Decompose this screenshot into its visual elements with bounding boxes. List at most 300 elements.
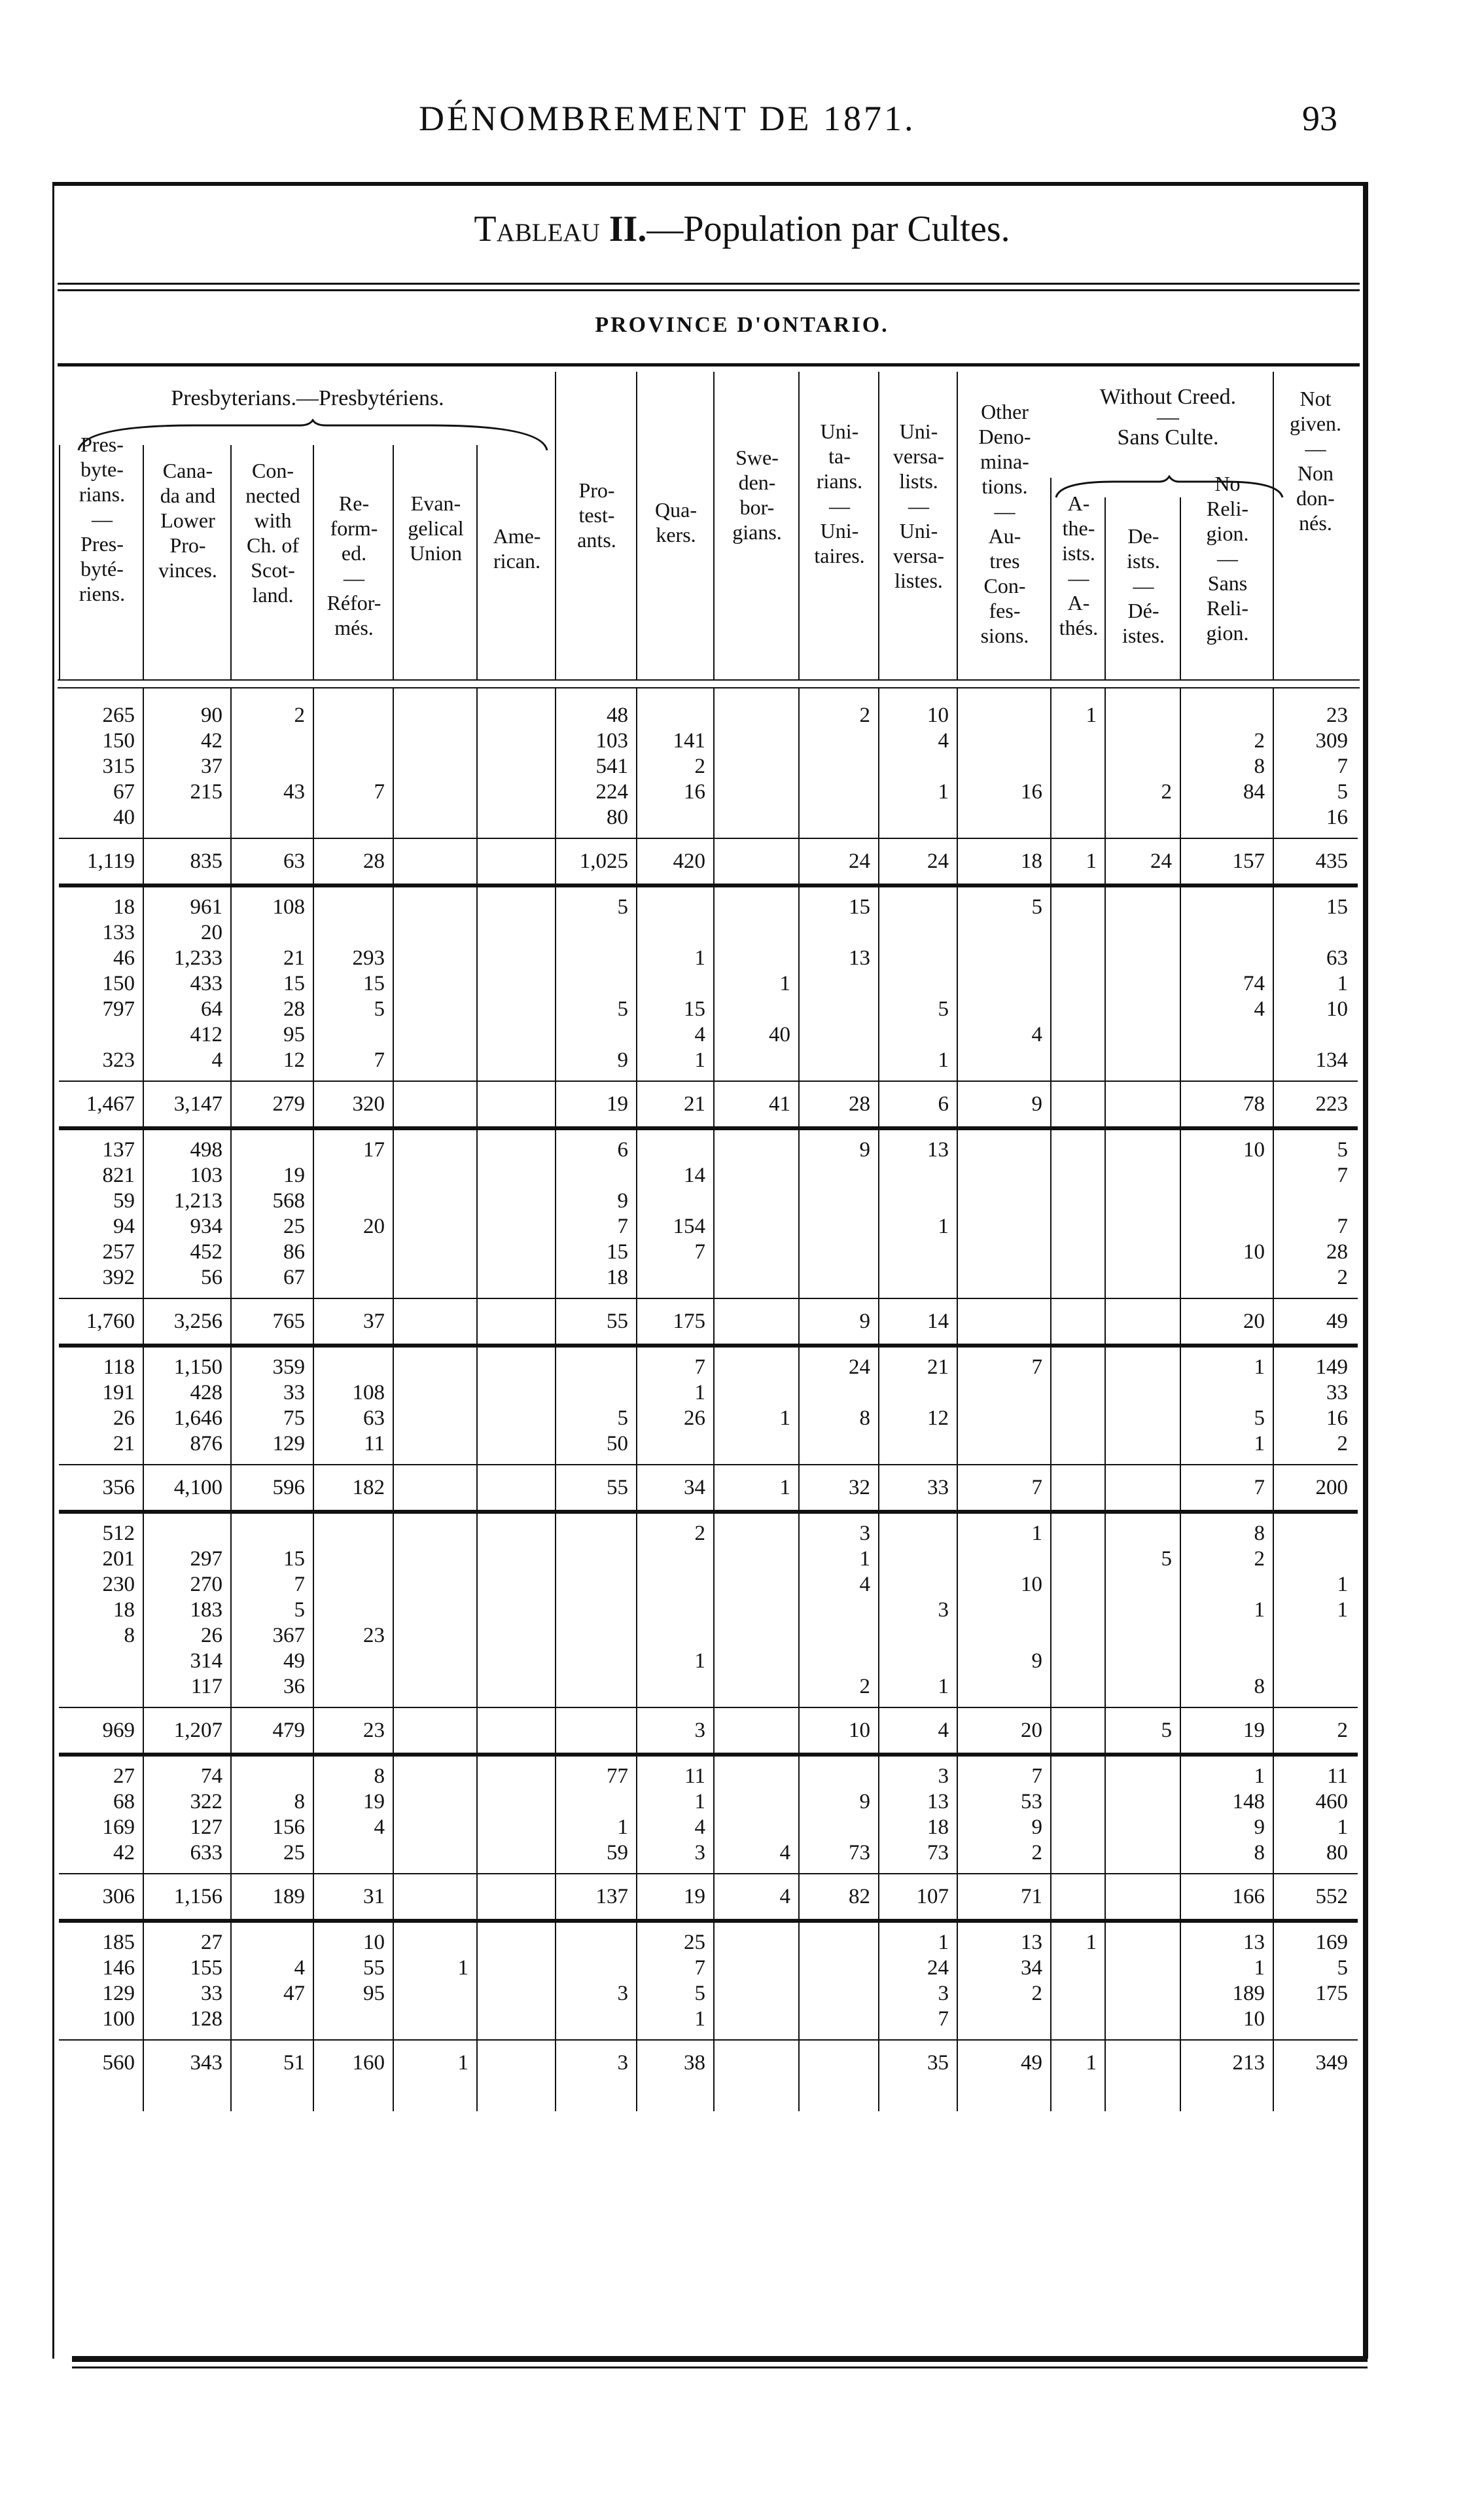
cell-connected: 15 xyxy=(283,1547,305,1571)
cell-reformed: 63 xyxy=(363,1406,385,1430)
column-divider xyxy=(313,688,314,2111)
column-header-line: Re- xyxy=(338,491,370,515)
total-cell-quakers: 3 xyxy=(694,1719,705,1742)
cell-quakers: 1 xyxy=(694,1381,705,1404)
column-header-line: Lower xyxy=(160,509,215,532)
cell-quakers: 15 xyxy=(684,997,705,1021)
total-cell-quakers: 21 xyxy=(684,1092,705,1116)
cell-pres: 118 xyxy=(103,1355,135,1379)
total-cell-atheists: 1 xyxy=(1086,2051,1097,2075)
total-cell-universalists: 35 xyxy=(927,2051,949,2075)
total-cell-swedenborgians: 1 xyxy=(779,1476,790,1499)
cell-pres: 67 xyxy=(113,780,135,804)
cell-unitarians: 8 xyxy=(859,1406,870,1430)
cell-connected: 108 xyxy=(272,895,305,919)
total-cell-no_religion: 166 xyxy=(1232,1885,1265,1908)
total-cell-pres: 560 xyxy=(102,2051,135,2075)
cell-connected: 367 xyxy=(272,1624,305,1647)
cell-no_religion: 8 xyxy=(1254,1522,1265,1545)
cell-reformed: 7 xyxy=(374,780,385,804)
subtotal-rule xyxy=(59,1298,1358,1299)
total-cell-no_religion: 7 xyxy=(1254,1476,1265,1499)
column-header-line: fes- xyxy=(989,599,1021,622)
cell-protestants: 15 xyxy=(607,1240,628,1264)
cell-not_given: 80 xyxy=(1326,1841,1348,1865)
cell-connected: 5 xyxy=(294,1598,305,1622)
cell-canada: 297 xyxy=(190,1547,222,1571)
column-divider xyxy=(636,688,637,2111)
column-header-line: Non xyxy=(1297,461,1334,485)
column-header-line: Pro- xyxy=(169,533,206,557)
total-cell-pres: 1,760 xyxy=(86,1310,135,1333)
column-header-other xyxy=(957,372,1051,679)
total-cell-no_religion: 19 xyxy=(1243,1719,1265,1742)
total-cell-swedenborgians: 4 xyxy=(779,1885,790,1908)
cell-protestants: 5 xyxy=(617,1406,628,1430)
cell-canada: 1,233 xyxy=(173,946,222,970)
column-header-line: byte- xyxy=(80,457,124,481)
column-header-line: Con- xyxy=(983,574,1026,598)
total-cell-no_religion: 157 xyxy=(1232,849,1265,873)
cell-canada: 322 xyxy=(190,1790,222,1813)
cell-protestants: 80 xyxy=(607,806,628,829)
cell-connected: 156 xyxy=(272,1815,305,1839)
total-cell-reformed: 31 xyxy=(363,1885,385,1908)
total-cell-connected: 765 xyxy=(272,1310,305,1333)
cell-no_religion: 74 xyxy=(1243,972,1265,995)
cell-other: 16 xyxy=(1021,780,1042,804)
column-header-line: Union xyxy=(410,541,462,565)
cell-no_religion: 1 xyxy=(1254,1956,1265,1980)
cell-other: 9 xyxy=(1031,1815,1042,1839)
column-header-line: Pres- xyxy=(80,532,124,556)
cell-canada: 633 xyxy=(190,1841,222,1865)
cell-connected: 4 xyxy=(294,1956,305,1980)
cell-pres: 26 xyxy=(113,1406,135,1430)
cell-canada: 433 xyxy=(190,972,222,995)
column-header-line: A- xyxy=(1067,491,1090,515)
column-header-line: versa- xyxy=(892,444,945,468)
cell-canada: 1,213 xyxy=(173,1189,222,1213)
cell-quakers: 3 xyxy=(694,1841,705,1865)
cell-canada: 314 xyxy=(190,1649,222,1673)
column-header-line: Au- xyxy=(988,524,1021,548)
cell-pres: 59 xyxy=(113,1189,135,1213)
cell-connected: 47 xyxy=(283,1982,305,2005)
total-cell-canada: 343 xyxy=(190,2051,222,2075)
column-header-line: istes. xyxy=(1122,624,1165,647)
cell-canada: 183 xyxy=(190,1598,222,1622)
cell-universalists: 1 xyxy=(938,1215,949,1238)
total-cell-universalists: 24 xyxy=(927,849,949,873)
column-header-line: Pres- xyxy=(80,433,124,456)
total-cell-evangelical: 1 xyxy=(457,2051,468,2075)
cell-canada: 42 xyxy=(201,729,222,753)
total-cell-universalists: 6 xyxy=(938,1092,949,1116)
cell-connected: 19 xyxy=(283,1164,305,1187)
province-label: PROVINCE D'ONTARIO. xyxy=(595,313,889,337)
cell-reformed: 20 xyxy=(363,1215,385,1238)
cell-other: 2 xyxy=(1031,1841,1042,1865)
cell-pres: 257 xyxy=(102,1240,135,1264)
cell-other: 5 xyxy=(1031,895,1042,919)
total-cell-connected: 51 xyxy=(283,2051,305,2075)
column-header-line: Deno- xyxy=(978,425,1031,448)
column-header-line: with xyxy=(254,509,292,532)
column-header-line: gelical xyxy=(408,516,464,540)
column-divider xyxy=(476,688,478,2111)
total-cell-unitarians: 28 xyxy=(849,1092,870,1116)
subtotal-rule xyxy=(59,1080,1358,1082)
cell-pres: 18 xyxy=(113,1598,135,1622)
without-creed-dash: — xyxy=(1157,405,1179,429)
cell-pres: 40 xyxy=(113,806,135,829)
cell-quakers: 16 xyxy=(684,780,705,804)
cell-protestants: 6 xyxy=(617,1138,628,1162)
total-cell-pres: 306 xyxy=(102,1885,135,1908)
page-header xyxy=(0,98,1484,151)
cell-other: 7 xyxy=(1031,1764,1042,1788)
column-header-line: den- xyxy=(738,471,776,494)
cell-quakers: 4 xyxy=(694,1023,705,1046)
cell-quakers: 26 xyxy=(684,1406,705,1430)
total-cell-pres: 1,467 xyxy=(86,1092,135,1116)
cell-canada: 103 xyxy=(190,1164,222,1187)
cell-protestants: 224 xyxy=(595,780,628,804)
cell-not_given: 5 xyxy=(1337,780,1348,804)
cell-not_given: 33 xyxy=(1326,1381,1348,1404)
cell-pres: 146 xyxy=(102,1956,135,1980)
cell-pres: 21 xyxy=(113,1432,135,1455)
cell-canada: 428 xyxy=(190,1381,222,1404)
cell-other: 1 xyxy=(1031,1522,1042,1545)
cell-pres: 27 xyxy=(113,1764,135,1788)
column-header-line: listes. xyxy=(894,569,943,592)
cell-pres: 512 xyxy=(102,1522,135,1545)
cell-connected: 8 xyxy=(294,1790,305,1813)
tableau-lead: Tableau xyxy=(474,209,600,249)
column-divider xyxy=(1104,688,1106,2111)
cell-other: 9 xyxy=(1031,1649,1042,1673)
subtotal-rule xyxy=(59,838,1358,839)
cell-universalists: 1 xyxy=(938,780,949,804)
cell-pres: 323 xyxy=(102,1048,135,1072)
cell-universalists: 13 xyxy=(927,1790,949,1813)
total-cell-not_given: 223 xyxy=(1315,1092,1348,1116)
column-divider xyxy=(393,688,394,2111)
total-cell-canada: 1,207 xyxy=(173,1719,222,1742)
cell-atheists: 1 xyxy=(1086,704,1097,727)
cell-protestants: 5 xyxy=(617,895,628,919)
cell-reformed: 15 xyxy=(363,972,385,995)
cell-canada: 498 xyxy=(190,1138,222,1162)
cell-unitarians: 2 xyxy=(859,1675,870,1698)
cell-swedenborgians: 40 xyxy=(769,1023,790,1046)
total-cell-canada: 1,156 xyxy=(173,1885,222,1908)
total-cell-deists: 24 xyxy=(1150,849,1172,873)
column-header-line: Scot- xyxy=(251,558,295,582)
cell-universalists: 12 xyxy=(927,1406,949,1430)
column-divider xyxy=(555,688,556,2111)
cell-canada: 128 xyxy=(190,2007,222,2031)
column-header-line: Ch. of xyxy=(247,533,299,557)
column-header-line: — xyxy=(92,507,113,531)
cell-quakers: 154 xyxy=(673,1215,705,1238)
cell-universalists: 3 xyxy=(938,1598,949,1622)
cell-universalists: 13 xyxy=(927,1138,949,1162)
column-header-line: Dé- xyxy=(1127,599,1159,622)
cell-reformed: 95 xyxy=(363,1982,385,2005)
cell-canada: 4 xyxy=(211,1048,222,1072)
column-header-line: bor- xyxy=(739,495,775,519)
cell-pres: 230 xyxy=(102,1573,135,1596)
cell-pres: 150 xyxy=(102,729,135,753)
cell-canada: 26 xyxy=(201,1624,222,1647)
total-cell-quakers: 38 xyxy=(684,2051,705,2075)
cell-no_religion: 13 xyxy=(1243,1931,1265,1954)
cell-not_given: 1 xyxy=(1337,1598,1348,1622)
total-cell-unitarians: 24 xyxy=(849,849,870,873)
cell-canada: 1,150 xyxy=(173,1355,222,1379)
cell-quakers: 7 xyxy=(694,1956,705,1980)
cell-universalists: 24 xyxy=(927,1956,949,1980)
cell-quakers: 7 xyxy=(694,1240,705,1264)
cell-no_religion: 4 xyxy=(1254,997,1265,1021)
column-divider xyxy=(1180,688,1181,2111)
cell-universalists: 1 xyxy=(938,1675,949,1698)
cell-reformed: 5 xyxy=(374,997,385,1021)
cell-not_given: 309 xyxy=(1315,729,1348,753)
cell-not_given: 7 xyxy=(1337,1164,1348,1187)
cell-reformed: 4 xyxy=(374,1815,385,1839)
column-header-line: Uni- xyxy=(899,420,938,443)
column-header-line: form- xyxy=(330,516,378,540)
column-header-line: — xyxy=(1217,546,1238,570)
cell-no_religion: 8 xyxy=(1254,1675,1265,1698)
column-divider xyxy=(230,688,232,2111)
cell-universalists: 21 xyxy=(927,1355,949,1379)
total-cell-reformed: 160 xyxy=(352,2051,385,2075)
column-header-line: Qua- xyxy=(655,498,697,522)
cell-unitarians: 9 xyxy=(859,1138,870,1162)
cell-connected: 95 xyxy=(283,1023,305,1046)
total-cell-not_given: 435 xyxy=(1315,849,1348,873)
cell-not_given: 16 xyxy=(1326,806,1348,829)
subtotal-rule xyxy=(59,1707,1358,1708)
total-cell-reformed: 182 xyxy=(352,1476,385,1499)
cell-canada: 127 xyxy=(190,1815,222,1839)
cell-no_religion: 2 xyxy=(1254,729,1265,753)
total-cell-connected: 279 xyxy=(272,1092,305,1116)
total-cell-canada: 3,256 xyxy=(173,1310,222,1333)
total-cell-universalists: 107 xyxy=(916,1885,949,1908)
column-header-line: lists. xyxy=(899,469,938,493)
column-header-line: land. xyxy=(252,583,294,607)
cell-connected: 21 xyxy=(283,946,305,970)
cell-protestants: 3 xyxy=(617,1982,628,2005)
total-cell-protestants: 55 xyxy=(607,1310,628,1333)
cell-canada: 155 xyxy=(190,1956,222,1980)
cell-protestants: 9 xyxy=(617,1189,628,1213)
column-header-line: given. xyxy=(1289,412,1342,435)
column-header-line: Other xyxy=(981,400,1029,423)
cell-connected: 67 xyxy=(283,1266,305,1289)
cell-pres: 821 xyxy=(102,1164,135,1187)
cell-canada: 90 xyxy=(201,704,222,727)
cell-connected: 28 xyxy=(283,997,305,1021)
cell-quakers: 25 xyxy=(684,1931,705,1954)
cell-not_given: 63 xyxy=(1326,946,1348,970)
cell-connected: 359 xyxy=(272,1355,305,1379)
column-header-line: kers. xyxy=(656,523,696,546)
total-cell-connected: 189 xyxy=(272,1885,305,1908)
column-header-line: taires. xyxy=(814,544,865,567)
column-header-line: — xyxy=(1133,574,1154,598)
column-header-line: rians. xyxy=(816,469,863,493)
cell-canada: 56 xyxy=(201,1266,222,1289)
cell-connected: 129 xyxy=(272,1432,305,1455)
cell-protestants: 50 xyxy=(607,1432,628,1455)
column-divider xyxy=(878,688,879,2111)
cell-pres: 94 xyxy=(113,1215,135,1238)
subtotal-rule xyxy=(59,1464,1358,1465)
cell-connected: 568 xyxy=(272,1189,305,1213)
cell-reformed: 23 xyxy=(363,1624,385,1647)
column-header-line: sions. xyxy=(980,624,1029,647)
cell-reformed: 8 xyxy=(374,1764,385,1788)
cell-no_religion: 5 xyxy=(1254,1406,1265,1430)
total-cell-protestants: 3 xyxy=(617,2051,628,2075)
cell-pres: 46 xyxy=(113,946,135,970)
page-number: 93 xyxy=(1302,99,1337,138)
column-header-line: Réfor- xyxy=(327,591,381,615)
cell-unitarians: 3 xyxy=(859,1522,870,1545)
cell-universalists: 18 xyxy=(927,1815,949,1839)
column-header-line: Uni- xyxy=(820,519,859,543)
cell-quakers: 1 xyxy=(694,1649,705,1673)
total-cell-connected: 63 xyxy=(283,849,305,873)
column-divider xyxy=(798,688,800,2111)
column-header-line: the- xyxy=(1062,516,1095,540)
cell-reformed: 11 xyxy=(364,1432,385,1455)
cell-connected: 43 xyxy=(283,780,305,804)
subtotal-rule xyxy=(59,1873,1358,1874)
column-header-line: gion. xyxy=(1206,522,1249,545)
cell-canada: 1,646 xyxy=(173,1406,222,1430)
column-header-line: ta- xyxy=(828,444,851,468)
total-cell-protestants: 19 xyxy=(607,1092,628,1116)
block-rule xyxy=(59,1919,1358,1923)
column-header-deists xyxy=(1104,497,1181,679)
table-bottom-rule-thin xyxy=(72,2366,1368,2368)
column-header-quakers xyxy=(636,372,715,679)
cell-not_given: 169 xyxy=(1315,1931,1348,1954)
total-cell-connected: 479 xyxy=(272,1719,305,1742)
cell-pres: 129 xyxy=(102,1982,135,2005)
cell-swedenborgians: 1 xyxy=(779,972,790,995)
total-cell-other: 9 xyxy=(1031,1092,1042,1116)
cell-pres: 201 xyxy=(102,1547,135,1571)
rule-under-title xyxy=(58,283,1360,285)
column-divider xyxy=(1273,688,1274,2111)
total-cell-no_religion: 20 xyxy=(1243,1310,1265,1333)
cell-universalists: 10 xyxy=(927,704,949,727)
group-presbyterians: Presbyterians.—Presbytériens. xyxy=(171,386,444,410)
total-cell-other: 71 xyxy=(1021,1885,1042,1908)
cell-no_religion: 8 xyxy=(1254,1841,1265,1865)
cell-pres: 42 xyxy=(113,1841,135,1865)
cell-not_given: 5 xyxy=(1337,1138,1348,1162)
cell-no_religion: 9 xyxy=(1254,1815,1265,1839)
cell-other: 34 xyxy=(1021,1956,1042,1980)
page-title: DÉNOMBREMENT DE 1871. xyxy=(419,99,916,138)
cell-reformed: 19 xyxy=(363,1790,385,1813)
subtotal-rule xyxy=(59,2039,1358,2041)
cell-not_given: 23 xyxy=(1326,704,1348,727)
cell-protestants: 59 xyxy=(607,1841,628,1865)
rule-under-header-2 xyxy=(58,687,1360,688)
column-header-line: riens. xyxy=(79,582,126,605)
cell-quakers: 141 xyxy=(673,729,705,753)
column-header-line: Swe- xyxy=(735,446,779,469)
column-header-line: Uni- xyxy=(820,420,859,443)
column-header-line: ants. xyxy=(577,528,616,552)
cell-no_religion: 10 xyxy=(1243,2007,1265,2031)
column-header-line: ists. xyxy=(1127,549,1160,573)
column-header-reformed xyxy=(313,445,394,679)
column-header-line: Cana- xyxy=(162,459,213,482)
total-cell-quakers: 420 xyxy=(673,849,705,873)
total-cell-reformed: 320 xyxy=(352,1092,385,1116)
cell-canada: 876 xyxy=(190,1432,222,1455)
cell-other: 13 xyxy=(1021,1931,1042,1954)
cell-no_religion: 84 xyxy=(1243,780,1265,804)
column-header-line: vinces. xyxy=(158,558,217,582)
cell-other: 10 xyxy=(1021,1573,1042,1596)
cell-canada: 37 xyxy=(201,755,222,778)
column-header-line: Not xyxy=(1299,387,1332,410)
cell-universalists: 3 xyxy=(938,1764,949,1788)
cell-other: 7 xyxy=(1031,1355,1042,1379)
cell-protestants: 5 xyxy=(617,997,628,1021)
cell-connected: 86 xyxy=(283,1240,305,1264)
column-header-atheists xyxy=(1050,478,1106,679)
column-header-line: nés. xyxy=(1299,511,1332,535)
total-cell-reformed: 28 xyxy=(363,849,385,873)
column-header-line: A- xyxy=(1067,591,1090,615)
cell-no_religion: 2 xyxy=(1254,1547,1265,1571)
column-header-line: tions. xyxy=(981,474,1028,498)
cell-not_given: 2 xyxy=(1337,1432,1348,1455)
column-header-pres xyxy=(59,433,144,679)
cell-other: 53 xyxy=(1021,1790,1042,1813)
column-header-line: De- xyxy=(1127,524,1159,548)
column-header-line: Pro- xyxy=(578,478,615,502)
cell-not_given: 1 xyxy=(1337,1573,1348,1596)
cell-reformed: 108 xyxy=(352,1381,385,1404)
cell-reformed: 7 xyxy=(374,1048,385,1072)
cell-evangelical: 1 xyxy=(457,1956,468,1980)
cell-universalists: 4 xyxy=(938,729,949,753)
total-cell-protestants: 137 xyxy=(595,1885,628,1908)
cell-universalists: 5 xyxy=(938,997,949,1021)
cell-canada: 961 xyxy=(190,895,222,919)
total-cell-quakers: 34 xyxy=(684,1476,705,1499)
column-header-line: ed. xyxy=(341,541,367,565)
column-header-not_given xyxy=(1273,372,1357,679)
column-header-line: rican. xyxy=(493,549,540,573)
total-cell-unitarians: 82 xyxy=(849,1885,870,1908)
